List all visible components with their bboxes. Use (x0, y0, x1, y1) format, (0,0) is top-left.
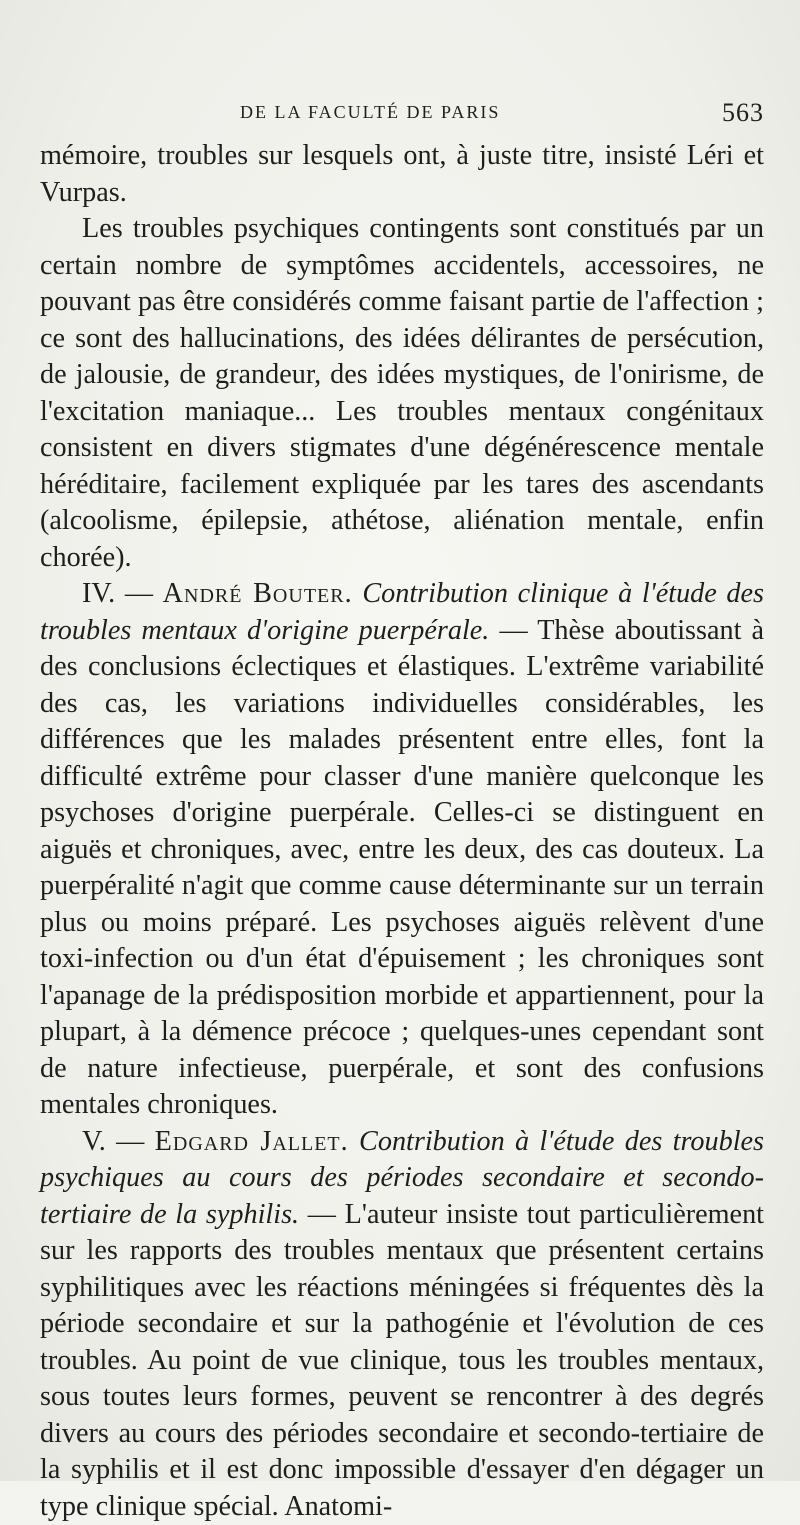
entry-v (40, 1124, 764, 1525)
entry-numeral: IV. (82, 578, 115, 609)
entry-dash: — (106, 1126, 155, 1157)
body-text (40, 138, 764, 1525)
paragraph-continuation: mémoire, troubles sur lesquels ont, à juste titre, insisté Léri et Vurpas. (40, 138, 764, 211)
entry-author: André Bouter. (163, 578, 353, 609)
running-title: DE LA FACULTÉ DE PARIS (240, 102, 500, 123)
paragraph-troubles-contingents: Les troubles psychiques contingents sont constitués par un certain nombre de symptômes accidentels, accessoires, ne pouvant pas être considérés comme faisant partie de l'affection ; ce sont des hallucinations, des idées délirantes de persécution, de jalousie, de grandeur, des idées mystiques, de l'onirisme, de l'excitation maniaque... Les troubles mentaux congénitaux consistent en divers stigmates d'une dégénérescence mentale héréditaire, facilement expliquée par les tares des ascendants (alcoolisme, épilepsie, athétose, aliénation mentale, enfin chorée). (40, 211, 764, 576)
page-number: 563 (722, 98, 764, 128)
entry-numeral: V. (82, 1126, 106, 1157)
entry-summary: — L'auteur insiste tout particulièrement sur les rapports des troubles mentaux que présentent certains syphilitiques avec les réactions méningées si fréquentes dès la période secondaire et sur la pathogénie et l'évolution de ces troubles. Au point de vue clinique, tous les troubles mentaux, sous toutes leurs formes, peuvent se rencontrer à des degrés divers au cours des périodes secondaire et secondo-tertiaire de la syphilis et il est donc impossible d'essayer d'en dégager un type clinique spécial. Anatomi- (40, 1199, 764, 1522)
entry-dash: — (115, 578, 163, 609)
entry-summary: — Thèse aboutissant à des conclusions éclectiques et élastiques. L'extrême variabilité des cas, les variations individuelles considérables, les différences que les malades présentent entre elles, font la difficulté extrême pour classer d'une manière quelconque les psychoses d'origine puerpérale. Celles-ci se distinguent en aiguës et chroniques, avec, entre les deux, des cas douteux. La puerpéralité n'agit que comme cause déterminante sur un terrain plus ou moins préparé. Les psychoses aiguës relèvent d'une toxi-infection ou d'un état d'épuisement ; les chroniques sont l'apanage de la prédisposition morbide et appartiennent, pour la plupart, à la démence précoce ; quelques-unes cependant sont de nature infectieuse, puerpérale, et sont des confusions mentales chroniques. (40, 615, 764, 1121)
entry-author: Edgard Jallet. (155, 1126, 349, 1157)
entry-title: Contribution clinique à l'étude des troubles mentaux d'origine puerpérale. (40, 578, 764, 646)
running-head (40, 98, 764, 128)
entry-title: Contribution à l'étude des troubles psychiques au cours des périodes secondaire et secondo-tertiaire de la syphilis. (40, 1126, 764, 1230)
entry-iv (40, 576, 764, 1124)
